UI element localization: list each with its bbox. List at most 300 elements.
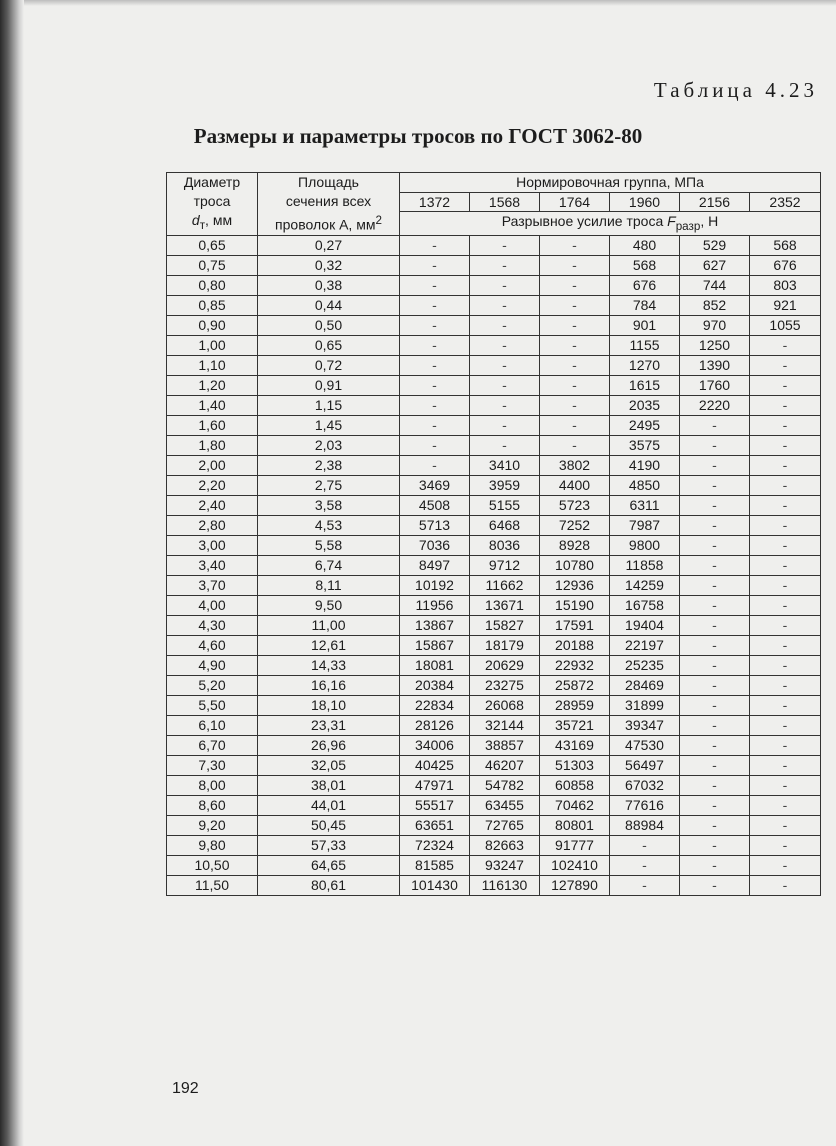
table-cell: - xyxy=(680,715,750,735)
table-cell: 9,50 xyxy=(258,595,400,615)
table-row xyxy=(167,335,821,355)
table-cell: - xyxy=(680,455,750,475)
table-cell: - xyxy=(470,275,540,295)
table-cell: - xyxy=(400,375,470,395)
table-cell: 3469 xyxy=(400,475,470,495)
table-cell: 127890 xyxy=(540,875,610,895)
table-cell: 8,60 xyxy=(167,795,258,815)
table-row xyxy=(167,795,821,815)
table-cell: 64,65 xyxy=(258,855,400,875)
table-row xyxy=(167,395,821,415)
table-cell: 5713 xyxy=(400,515,470,535)
table-cell: 102410 xyxy=(540,855,610,875)
table-cell: 34006 xyxy=(400,735,470,755)
header-group-1764: 1764 xyxy=(540,192,610,212)
table-cell: 18179 xyxy=(470,635,540,655)
table-cell: 4,30 xyxy=(167,615,258,635)
table-cell: 8036 xyxy=(470,535,540,555)
table-cell: - xyxy=(540,435,610,455)
table-body xyxy=(167,235,821,895)
table-cell: 39347 xyxy=(610,715,680,735)
table-cell: 0,80 xyxy=(167,275,258,295)
table-cell: 5,50 xyxy=(167,695,258,715)
table-cell: - xyxy=(750,675,821,695)
table-cell: 1250 xyxy=(680,335,750,355)
table-cell: - xyxy=(680,435,750,455)
table-cell: 15190 xyxy=(540,595,610,615)
table-cell: 46207 xyxy=(470,755,540,775)
table-cell: - xyxy=(470,315,540,335)
table-cell: 529 xyxy=(680,235,750,255)
table-cell: 3575 xyxy=(610,435,680,455)
table-cell: 4,90 xyxy=(167,655,258,675)
table-row xyxy=(167,875,821,895)
table-cell: 18081 xyxy=(400,655,470,675)
header-breaking-force: Разрывное усилие троса $F_{разр}$, Н xyxy=(400,212,821,236)
table-cell: 9712 xyxy=(470,555,540,575)
table-cell: - xyxy=(540,375,610,395)
table-row xyxy=(167,235,821,255)
table-cell: - xyxy=(750,635,821,655)
table-cell: - xyxy=(400,275,470,295)
table-cell: - xyxy=(540,415,610,435)
table-cell: 13671 xyxy=(470,595,540,615)
table-cell: 1,15 xyxy=(258,395,400,415)
table-cell: - xyxy=(680,555,750,575)
table-cell: 1,40 xyxy=(167,395,258,415)
table-cell: - xyxy=(400,455,470,475)
table-cell: 6,74 xyxy=(258,555,400,575)
table-cell: - xyxy=(750,735,821,755)
table-cell: - xyxy=(680,575,750,595)
table-cell: 38857 xyxy=(470,735,540,755)
table-row xyxy=(167,555,821,575)
table-cell: - xyxy=(400,315,470,335)
table-cell: 1,10 xyxy=(167,355,258,375)
table-row xyxy=(167,695,821,715)
table-cell: 5,20 xyxy=(167,675,258,695)
table-cell: 4,00 xyxy=(167,595,258,615)
table-cell: 28126 xyxy=(400,715,470,735)
table-cell: 480 xyxy=(610,235,680,255)
table-cell: - xyxy=(400,395,470,415)
table-cell: 1,60 xyxy=(167,415,258,435)
table-cell: 35721 xyxy=(540,715,610,735)
table-cell: - xyxy=(680,875,750,895)
table-row xyxy=(167,475,821,495)
table-cell: 0,32 xyxy=(258,255,400,275)
table-cell: 15867 xyxy=(400,635,470,655)
table-cell: - xyxy=(750,875,821,895)
table-cell: 4400 xyxy=(540,475,610,495)
table-cell: 20629 xyxy=(470,655,540,675)
table-row xyxy=(167,295,821,315)
table-cell: - xyxy=(750,555,821,575)
table-cell: 2035 xyxy=(610,395,680,415)
table-cell: - xyxy=(470,415,540,435)
table-cell: - xyxy=(680,495,750,515)
table-cell: 2,20 xyxy=(167,475,258,495)
table-cell: 81585 xyxy=(400,855,470,875)
table-cell: 676 xyxy=(610,275,680,295)
table-cell: 20384 xyxy=(400,675,470,695)
table-row xyxy=(167,615,821,635)
table-cell: - xyxy=(470,435,540,455)
table-row xyxy=(167,655,821,675)
table-cell: - xyxy=(750,835,821,855)
table-cell: - xyxy=(750,515,821,535)
table-cell: 40425 xyxy=(400,755,470,775)
table-row xyxy=(167,775,821,795)
table-cell: 12936 xyxy=(540,575,610,595)
table-cell: 23,31 xyxy=(258,715,400,735)
table-cell: 44,01 xyxy=(258,795,400,815)
table-cell: 22932 xyxy=(540,655,610,675)
table-cell: - xyxy=(750,435,821,455)
table-cell: - xyxy=(400,255,470,275)
table-cell: - xyxy=(680,655,750,675)
table-row xyxy=(167,495,821,515)
table-cell: 1,20 xyxy=(167,375,258,395)
table-cell: 3959 xyxy=(470,475,540,495)
table-cell: 11662 xyxy=(470,575,540,595)
table-cell: 3,40 xyxy=(167,555,258,575)
table-cell: 2,75 xyxy=(258,475,400,495)
table-cell: 22834 xyxy=(400,695,470,715)
table-cell: 4,53 xyxy=(258,515,400,535)
table-cell: 0,38 xyxy=(258,275,400,295)
table-cell: 6311 xyxy=(610,495,680,515)
table-cell: 5723 xyxy=(540,495,610,515)
table-cell: 50,45 xyxy=(258,815,400,835)
table-cell: - xyxy=(400,235,470,255)
table-cell: - xyxy=(750,855,821,875)
table-cell: 28469 xyxy=(610,675,680,695)
table-cell: - xyxy=(470,335,540,355)
table-row xyxy=(167,815,821,835)
table-cell: - xyxy=(540,315,610,335)
table-cell: 28959 xyxy=(540,695,610,715)
table-cell: 63651 xyxy=(400,815,470,835)
table-cell: 8928 xyxy=(540,535,610,555)
table-cell: 0,65 xyxy=(258,335,400,355)
table-cell: - xyxy=(750,615,821,635)
table-cell: 16,16 xyxy=(258,675,400,695)
table-cell: 627 xyxy=(680,255,750,275)
table-row xyxy=(167,435,821,455)
table-cell: - xyxy=(540,235,610,255)
table-cell: - xyxy=(680,475,750,495)
table-cell: 2220 xyxy=(680,395,750,415)
table-cell: - xyxy=(750,335,821,355)
table-cell: - xyxy=(470,235,540,255)
table-cell: 19404 xyxy=(610,615,680,635)
table-cell: - xyxy=(680,535,750,555)
table-cell: 1615 xyxy=(610,375,680,395)
table-cell: - xyxy=(610,835,680,855)
table-cell: - xyxy=(750,375,821,395)
table-cell: 6468 xyxy=(470,515,540,535)
table-cell: 901 xyxy=(610,315,680,335)
table-cell: - xyxy=(750,815,821,835)
table-label: Таблица 4.23 xyxy=(653,78,818,102)
table-row xyxy=(167,735,821,755)
table-cell: - xyxy=(750,715,821,735)
table-cell: - xyxy=(680,695,750,715)
table-cell: 0,72 xyxy=(258,355,400,375)
table-cell: 25235 xyxy=(610,655,680,675)
table-cell: 18,10 xyxy=(258,695,400,715)
table-cell: 1,00 xyxy=(167,335,258,355)
table-cell: 55517 xyxy=(400,795,470,815)
table-cell: - xyxy=(750,475,821,495)
table-row xyxy=(167,595,821,615)
header-normative-group: Нормировочная группа, МПа xyxy=(400,173,821,193)
table-cell: 9,20 xyxy=(167,815,258,835)
table-cell: 26,96 xyxy=(258,735,400,755)
table-cell: 70462 xyxy=(540,795,610,815)
table-cell: - xyxy=(610,855,680,875)
table-cell: 1,80 xyxy=(167,435,258,455)
table-cell: 852 xyxy=(680,295,750,315)
table-cell: 3,70 xyxy=(167,575,258,595)
table-cell: 54782 xyxy=(470,775,540,795)
table-cell: 56497 xyxy=(610,755,680,775)
table-row xyxy=(167,635,821,655)
table-cell: 7987 xyxy=(610,515,680,535)
table-cell: - xyxy=(680,595,750,615)
table-cell: 4508 xyxy=(400,495,470,515)
table-row xyxy=(167,315,821,335)
header-group-2156: 2156 xyxy=(680,192,750,212)
table-row xyxy=(167,255,821,275)
table-cell: 22197 xyxy=(610,635,680,655)
table-cell: 2,38 xyxy=(258,455,400,475)
rope-parameters-table xyxy=(166,172,821,896)
table-row xyxy=(167,355,821,375)
table-cell: 2,03 xyxy=(258,435,400,455)
table-cell: 9800 xyxy=(610,535,680,555)
table-cell: - xyxy=(540,335,610,355)
table-cell: 91777 xyxy=(540,835,610,855)
table-row xyxy=(167,515,821,535)
table-cell: - xyxy=(750,395,821,415)
header-diameter: Диаметр троса $d_т$, мм xyxy=(167,173,258,236)
table-cell: 6,10 xyxy=(167,715,258,735)
table-row xyxy=(167,675,821,695)
table-cell: 72324 xyxy=(400,835,470,855)
table-cell: 676 xyxy=(750,255,821,275)
table-cell: - xyxy=(750,695,821,715)
table-cell: 7252 xyxy=(540,515,610,535)
table-cell: - xyxy=(680,635,750,655)
table-cell: 0,91 xyxy=(258,375,400,395)
table-cell: 0,75 xyxy=(167,255,258,275)
table-cell: 101430 xyxy=(400,875,470,895)
table-cell: 51303 xyxy=(540,755,610,775)
table-cell: 16758 xyxy=(610,595,680,615)
table-cell: - xyxy=(750,795,821,815)
table-cell: 3802 xyxy=(540,455,610,475)
table-cell: 77616 xyxy=(610,795,680,815)
table-cell: 9,80 xyxy=(167,835,258,855)
table-cell: 970 xyxy=(680,315,750,335)
table-cell: - xyxy=(540,355,610,375)
table-cell: 4190 xyxy=(610,455,680,475)
table-cell: 803 xyxy=(750,275,821,295)
header-group-2352: 2352 xyxy=(750,192,821,212)
table-caption: Размеры и параметры тросов по ГОСТ 3062-80 xyxy=(193,124,643,148)
table-cell: 88984 xyxy=(610,815,680,835)
table-cell: - xyxy=(750,415,821,435)
table-cell: 6,70 xyxy=(167,735,258,755)
table-row xyxy=(167,535,821,555)
header-group-1372: 1372 xyxy=(400,192,470,212)
table-cell: 116130 xyxy=(470,875,540,895)
table-cell: 921 xyxy=(750,295,821,315)
table-cell: 1270 xyxy=(610,355,680,375)
table-cell: 63455 xyxy=(470,795,540,815)
table-cell: 57,33 xyxy=(258,835,400,855)
table-cell: - xyxy=(470,395,540,415)
table-row xyxy=(167,575,821,595)
table-cell: 2495 xyxy=(610,415,680,435)
table-cell: - xyxy=(400,415,470,435)
table-cell: - xyxy=(680,795,750,815)
table-cell: 8,11 xyxy=(258,575,400,595)
table-cell: - xyxy=(680,615,750,635)
table-cell: - xyxy=(750,575,821,595)
table-cell: 568 xyxy=(610,255,680,275)
table-cell: - xyxy=(680,855,750,875)
table-cell: - xyxy=(750,355,821,375)
table-cell: - xyxy=(680,815,750,835)
table-cell: 1155 xyxy=(610,335,680,355)
table-cell: 3,00 xyxy=(167,535,258,555)
table-cell: 3410 xyxy=(470,455,540,475)
table-cell: 13867 xyxy=(400,615,470,635)
table-cell: 1760 xyxy=(680,375,750,395)
table-row xyxy=(167,835,821,855)
table-cell: - xyxy=(470,355,540,375)
table-cell: 2,00 xyxy=(167,455,258,475)
table-cell: 3,58 xyxy=(258,495,400,515)
table-cell: - xyxy=(680,515,750,535)
table-cell: - xyxy=(680,775,750,795)
table-cell: 10192 xyxy=(400,575,470,595)
table-cell: - xyxy=(400,335,470,355)
table-cell: 60858 xyxy=(540,775,610,795)
table-cell: 4850 xyxy=(610,475,680,495)
table-cell: 744 xyxy=(680,275,750,295)
page-number: 192 xyxy=(172,1080,199,1097)
table-cell: - xyxy=(680,415,750,435)
table-cell: 11858 xyxy=(610,555,680,575)
table-cell: 31899 xyxy=(610,695,680,715)
table-cell: - xyxy=(750,455,821,475)
header-group-1960: 1960 xyxy=(610,192,680,212)
table-cell: - xyxy=(540,395,610,415)
table-cell: - xyxy=(750,755,821,775)
table-cell: 1,45 xyxy=(258,415,400,435)
table-row xyxy=(167,275,821,295)
table-cell: - xyxy=(470,375,540,395)
table-cell: 5155 xyxy=(470,495,540,515)
table-cell: - xyxy=(540,295,610,315)
table-cell: 93247 xyxy=(470,855,540,875)
table-cell: - xyxy=(680,835,750,855)
table-cell: 32,05 xyxy=(258,755,400,775)
table-cell: 80,61 xyxy=(258,875,400,895)
table-cell: - xyxy=(400,295,470,315)
table-cell: 17591 xyxy=(540,615,610,635)
table-cell: 1390 xyxy=(680,355,750,375)
table-cell: 4,60 xyxy=(167,635,258,655)
table-cell: - xyxy=(750,595,821,615)
table-cell: 32144 xyxy=(470,715,540,735)
table-cell: - xyxy=(680,755,750,775)
table-cell: 7036 xyxy=(400,535,470,555)
table-cell: 8497 xyxy=(400,555,470,575)
table-cell: 15827 xyxy=(470,615,540,635)
table-cell: 10780 xyxy=(540,555,610,575)
table-cell: - xyxy=(680,675,750,695)
header-group-1568: 1568 xyxy=(470,192,540,212)
table-cell: 784 xyxy=(610,295,680,315)
table-cell: - xyxy=(610,875,680,895)
table-cell: 1055 xyxy=(750,315,821,335)
table-cell: - xyxy=(750,495,821,515)
table-cell: 47971 xyxy=(400,775,470,795)
table-cell: - xyxy=(540,275,610,295)
page-top-edge xyxy=(24,0,836,6)
table-cell: 12,61 xyxy=(258,635,400,655)
table-row xyxy=(167,715,821,735)
table-row xyxy=(167,415,821,435)
table-cell: 0,50 xyxy=(258,315,400,335)
table-cell: - xyxy=(540,255,610,275)
table-cell: - xyxy=(680,735,750,755)
table-cell: 80801 xyxy=(540,815,610,835)
table-cell: 11956 xyxy=(400,595,470,615)
table-cell: - xyxy=(750,775,821,795)
table-cell: 568 xyxy=(750,235,821,255)
table-cell: 14,33 xyxy=(258,655,400,675)
page-binding-edge xyxy=(0,0,24,1146)
table-cell: 14259 xyxy=(610,575,680,595)
table-cell: 10,50 xyxy=(167,855,258,875)
table-cell: 0,90 xyxy=(167,315,258,335)
table-cell: 5,58 xyxy=(258,535,400,555)
table-cell: 72765 xyxy=(470,815,540,835)
table-cell: 67032 xyxy=(610,775,680,795)
table-cell: 0,85 xyxy=(167,295,258,315)
table-cell: 0,65 xyxy=(167,235,258,255)
table-cell: - xyxy=(750,535,821,555)
table-cell: 25872 xyxy=(540,675,610,695)
table-cell: - xyxy=(470,255,540,275)
table-cell: 0,44 xyxy=(258,295,400,315)
table-cell: 23275 xyxy=(470,675,540,695)
table-cell: 2,80 xyxy=(167,515,258,535)
table-cell: 26068 xyxy=(470,695,540,715)
table-row xyxy=(167,375,821,395)
table-cell: 11,50 xyxy=(167,875,258,895)
table-cell: 20188 xyxy=(540,635,610,655)
table-cell: 43169 xyxy=(540,735,610,755)
table-cell: 0,27 xyxy=(258,235,400,255)
table-cell: 47530 xyxy=(610,735,680,755)
